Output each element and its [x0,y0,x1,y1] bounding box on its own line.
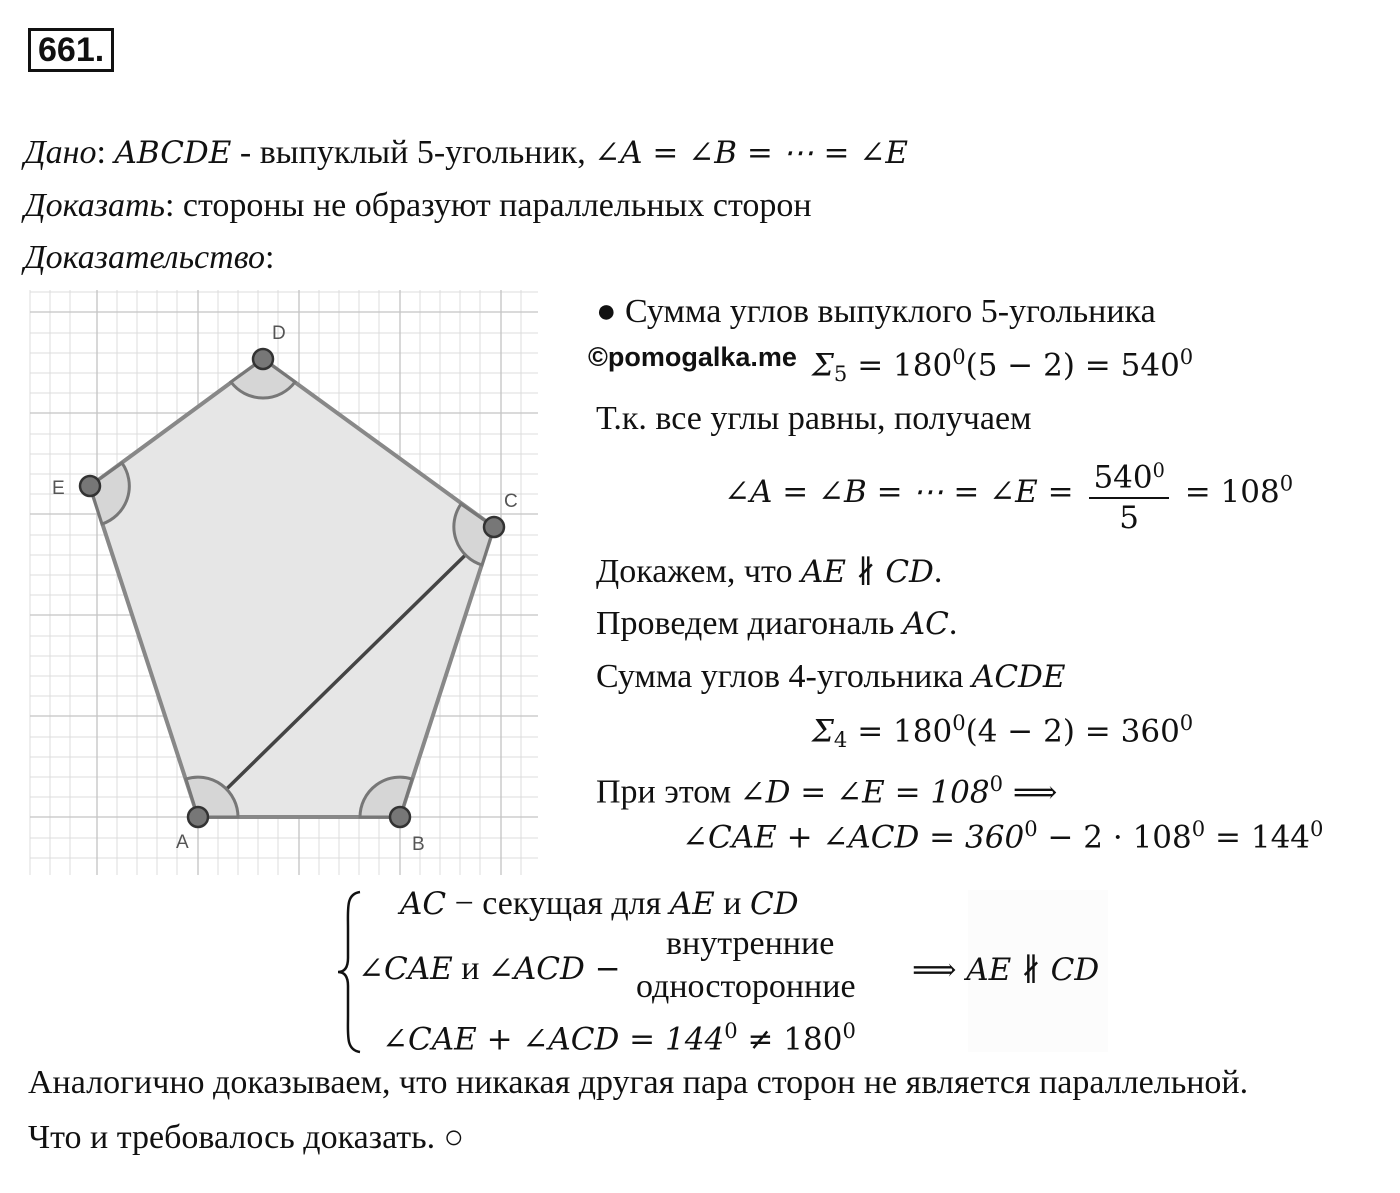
problem-number: 661. [28,28,114,72]
system-row-1: AC − секущая для AE и CD [400,885,799,922]
vertex-label-d: D [272,323,286,344]
step-prove-not-parallel: Докажем, что AE ∦ CD. [596,553,943,590]
given-figure: ABCDE [114,135,232,171]
given-label: Дано [24,134,97,171]
proof-colon: : [265,239,275,276]
prove-label: Доказать [24,187,165,224]
step-angle-sum-text: ● Сумма углов выпуклого 5-угольника [596,293,1156,330]
system-row-3: ∠CAE + ∠ACD = $144^0 \ne 180^0$ [382,1018,856,1058]
system-inner-word: внутренние [666,925,835,962]
pentagon-figure [0,0,560,880]
watermark: ©pomogalka.me [588,342,797,372]
conclusion-line-2: Что и требовалось доказать. ○ [28,1119,465,1156]
step-d-e-angles: При этом ∠D = ∠E = $108^0$ ⟹ [596,771,1058,811]
system-result: ⟹ AE ∦ CD [912,952,1100,988]
given-condition: ∠A = ∠B = ⋯ = ∠E [594,135,908,171]
step-equal-angles: Т.к. все углы равны, получаем [596,400,1032,437]
proof-label: Доказательство [24,239,266,276]
vertex-label-e: E [52,478,65,499]
vertex-label-b: B [412,834,425,855]
vertex-label-c: C [504,491,518,512]
step-draw-diagonal: Проведем диагональ AC. [596,605,958,642]
given-colon: : [96,134,106,171]
step-angle-value: ∠A = ∠B = ⋯ = ∠E = $\frac{540^0}{5}$ = $108^0$ [724,452,1293,537]
vertex-label-a: A [176,832,189,853]
step-quad-sum: Сумма углов 4-угольника ACDE [596,658,1066,695]
step-sigma4: $\Sigma_4 = 180^0(4 - 2) = 360^0$ [812,710,1194,752]
conclusion-line-1: Аналогично доказываем, что никакая другая пара сторон не является параллельной. [28,1064,1249,1101]
step-sigma5: $\Sigma_5 = 180^0(5 - 2) = 540^0$ [812,344,1194,386]
fraction: $\frac{540^0}{5}$ [1089,452,1168,537]
system-one-sided-word: односторонние [636,968,856,1005]
system-row-2: ∠CAE и ∠ACD − [358,950,621,987]
prove-text: : стороны не образуют параллельных сторон [164,187,812,224]
given-text: - выпуклый 5-угольник, [231,134,595,171]
step-cae-acd-sum: ∠CAE + ∠ACD = $360^0 - 2 \cdot 108^0 = 144^0$ [682,816,1324,856]
